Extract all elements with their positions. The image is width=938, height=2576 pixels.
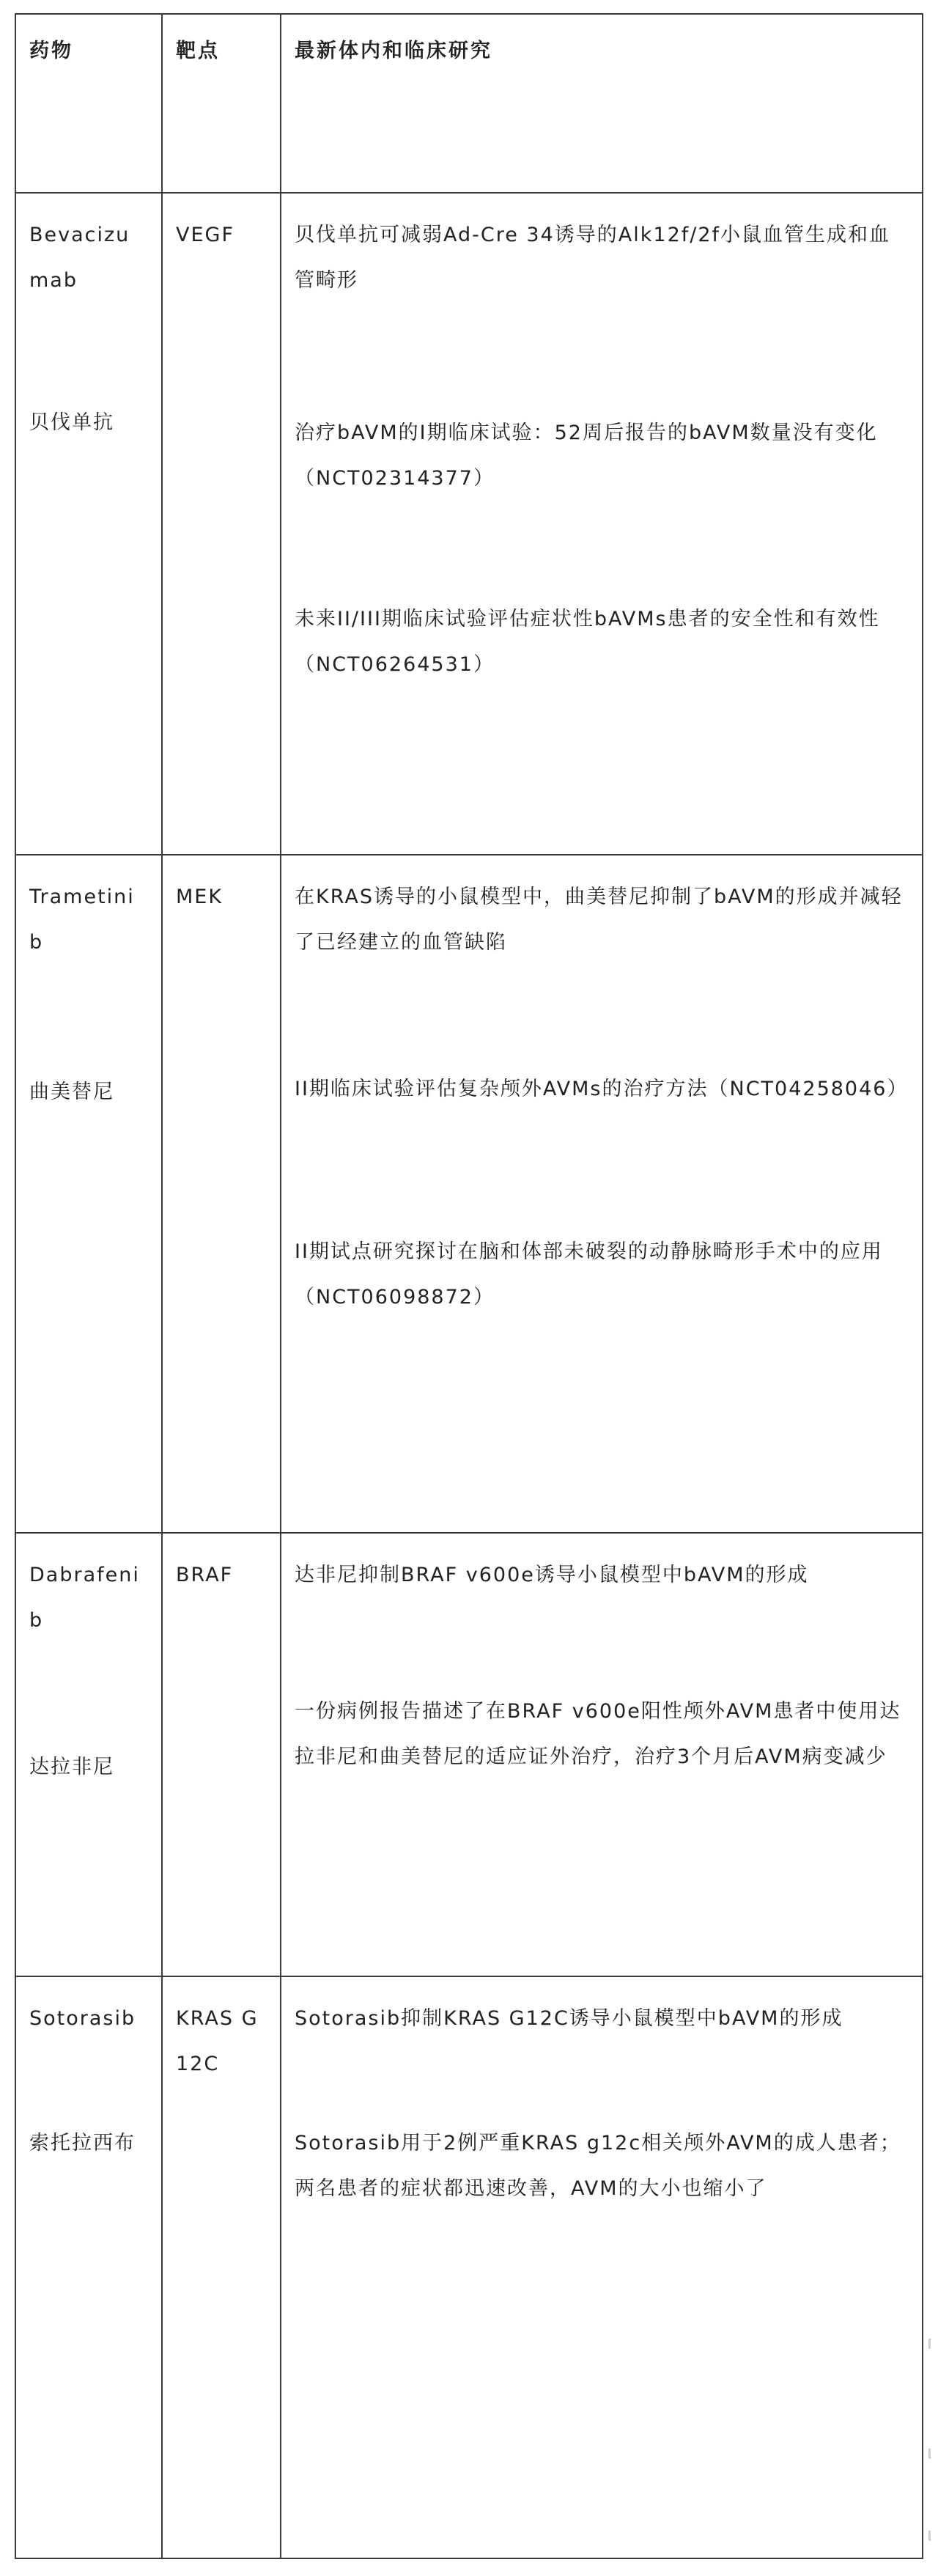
target-text: BRAF (176, 1564, 234, 1586)
drug-cell (15, 193, 162, 855)
header-research: 最新体内和临床研究 (295, 40, 492, 62)
target-cell (162, 1976, 281, 2558)
target-cell (162, 193, 281, 855)
drug-cell (15, 1976, 162, 2558)
research-paragraph: 在KRAS诱导的小鼠模型中，曲美替尼抑制了bAVM的形成并减轻了已经建立的血管缺陷 (295, 886, 903, 954)
scan-artifact (928, 2531, 931, 2541)
table-header-row (15, 14, 923, 193)
research-paragraph: II期临床试验评估复杂颅外AVMs的治疗方法（NCT04258046） (295, 1078, 909, 1100)
research-paragraph: 达非尼抑制BRAF v600e诱导小鼠模型中bAVM的形成 (295, 1564, 809, 1586)
research-cell (281, 1533, 923, 1976)
drug-name-cn: 贝伐单抗 (29, 411, 114, 434)
header-target: 靶点 (176, 40, 220, 62)
drug-name-cn: 曲美替尼 (29, 1081, 114, 1103)
table-row (15, 1533, 923, 1976)
header-drug: 药物 (29, 40, 73, 62)
research-paragraph: 贝伐单抗可减弱Ad-Cre 34诱导的Alk12f/2f小鼠血管生成和血管畸形 (295, 224, 891, 292)
research-cell (281, 1976, 923, 2558)
header-cell-research (281, 14, 923, 193)
drug-name-en: Bevacizumab (29, 224, 130, 292)
scan-artifact (928, 2448, 931, 2459)
header-cell-target (162, 14, 281, 193)
drug-name-en: Dabrafenib (29, 1564, 140, 1632)
target-text: MEK (176, 886, 224, 908)
drug-cell (15, 1533, 162, 1976)
drug-name-en: Trametinib (29, 886, 135, 954)
header-cell-drug (15, 14, 162, 193)
drug-name-cn: 索托拉西布 (29, 2132, 136, 2154)
drug-name-cn: 达拉非尼 (29, 1756, 114, 1778)
research-paragraph: 治疗bAVM的I期临床试验：52周后报告的bAVM数量没有变化（NCT02314377） (295, 422, 878, 490)
target-text: VEGF (176, 224, 234, 246)
research-cell (281, 855, 923, 1533)
research-paragraph: Sotorasib抑制KRAS G12C诱导小鼠模型中bAVM的形成 (295, 2007, 843, 2030)
drug-name-en: Sotorasib (29, 2007, 136, 2030)
research-paragraph: 一份病例报告描述了在BRAF v600e阳性颅外AVM患者中使用达拉非尼和曲美替尼的适应证外治疗，治疗3个月后AVM病变减少 (295, 1700, 901, 1768)
research-paragraph: 未来II/III期临床试验评估症状性bAVMs患者的安全性和有效性（NCT06264531） (295, 608, 880, 676)
research-paragraph: Sotorasib用于2例严重KRAS g12c相关颅外AVM的成人患者；两名患者的症状都迅速改善，AVM的大小也缩小了 (295, 2132, 901, 2200)
scan-artifact (928, 2338, 931, 2349)
research-paragraph: II期试点研究探讨在脑和体部未破裂的动静脉畸形手术中的应用（NCT06098872） (295, 1240, 883, 1309)
target-text: KRAS G12C (176, 2007, 259, 2075)
table-row (15, 855, 923, 1533)
table-row (15, 1976, 923, 2558)
drug-cell (15, 855, 162, 1533)
table-row (15, 193, 923, 855)
research-cell (281, 193, 923, 855)
drug-target-table (15, 13, 923, 2559)
target-cell (162, 1533, 281, 1976)
target-cell (162, 855, 281, 1533)
